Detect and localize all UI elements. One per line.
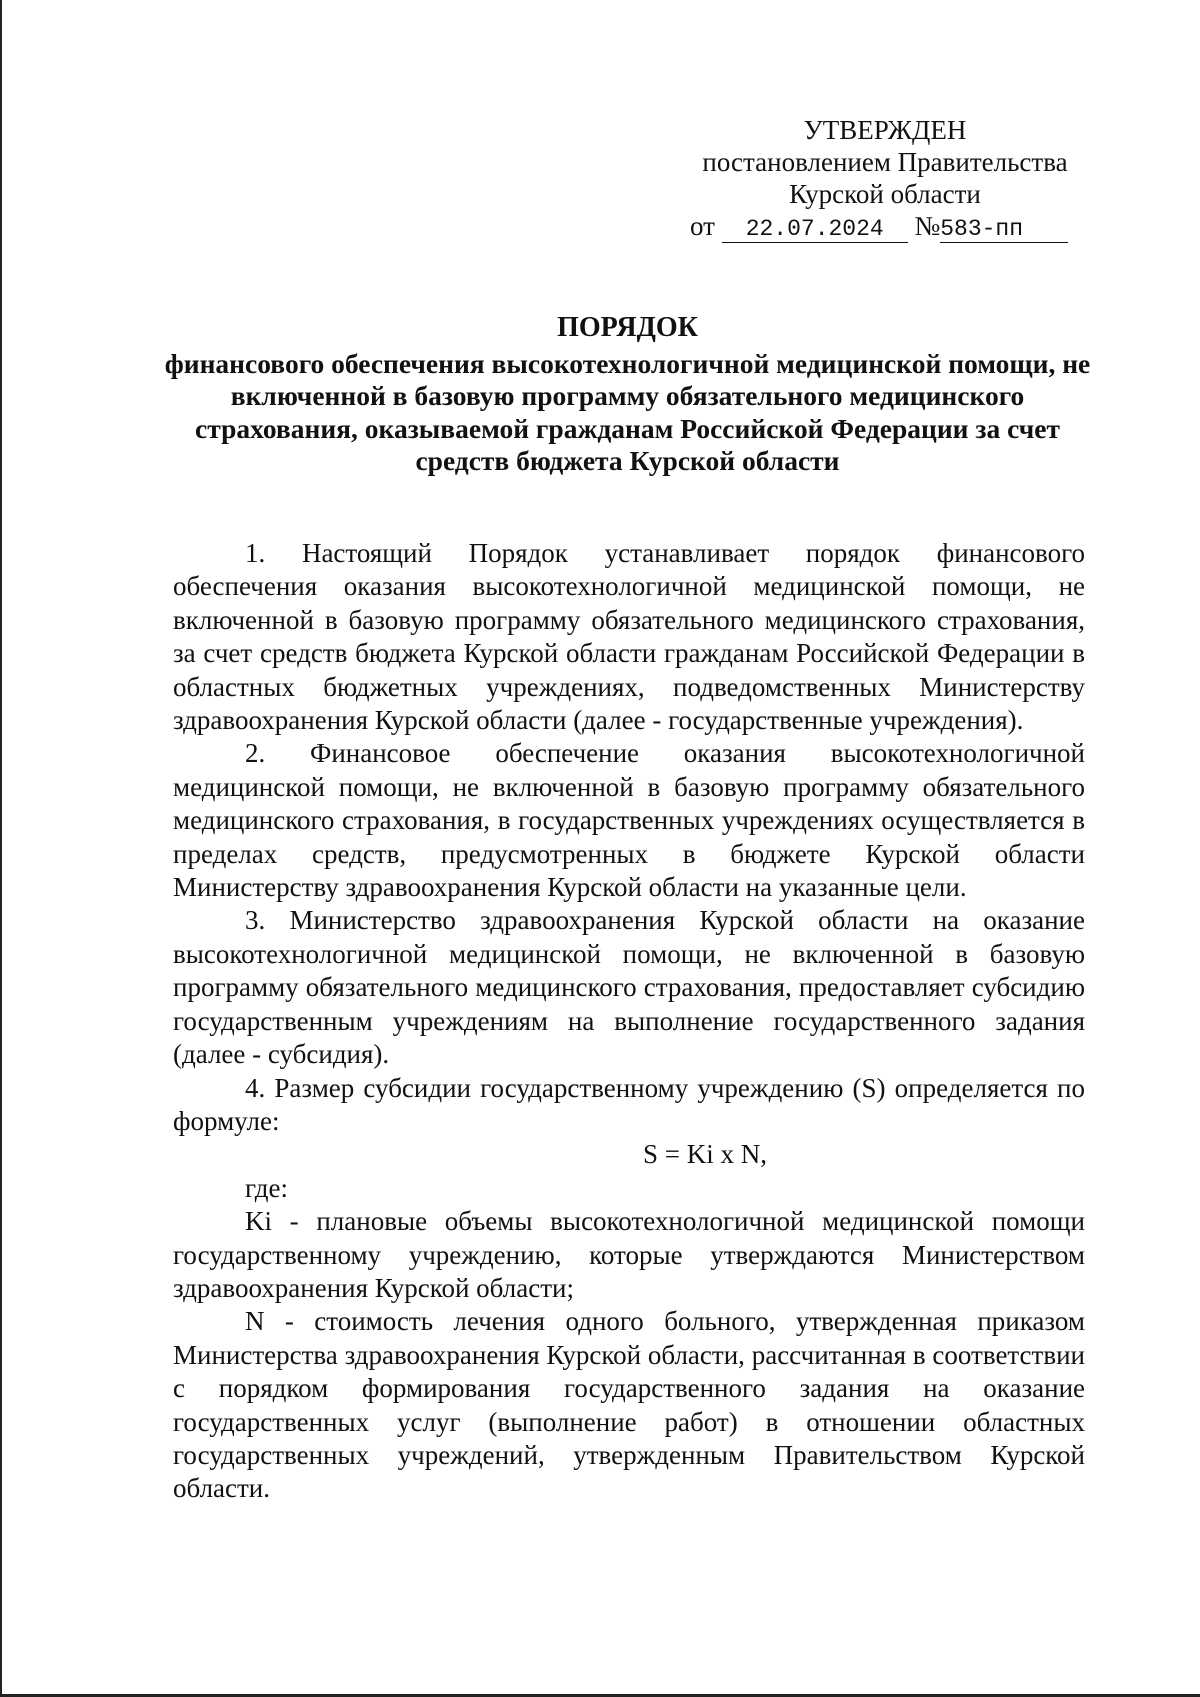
approval-date: 22.07.2024	[722, 216, 908, 243]
title-sub: финансового обеспечения высокотехнологичной медицинской помощи, не включенной в базовую программу обязательного медицинского страхования, оказываемой гражданам Российской Федерации за счет средств бюджета Курской области	[164, 347, 1091, 476]
approval-block	[690, 114, 1080, 243]
paragraph-3: 3. Министерство здравоохранения Курской области на оказание высокотехнологичной медицинской помощи, не включенной в базовую программу обязательного медицинского страхования, предоставляет субсидию государственным учреждениям на выполнение государственного задания (далее - субсидия).	[173, 905, 1085, 1070]
approval-number: 583-пп	[940, 216, 1068, 243]
number-sign: №	[914, 211, 941, 241]
scan-edge-left	[0, 0, 2, 1697]
title-main: ПОРЯДОК	[557, 312, 698, 343]
document-body	[173, 537, 1085, 1506]
formula: S = Ki x N,	[643, 1139, 767, 1170]
date-prefix: от	[690, 211, 715, 241]
approval-date-line	[690, 210, 1080, 243]
paragraph-2: 2. Финансовое обеспечение оказания высокотехнологичной медицинской помощи, не включенной в базовую программу обязательного медицинского страхования, в государственных учреждениях осуществляется в пределах средств, предусмотренных в бюджете Курской области Министерству здравоохранения Курской области на указанные цели.	[173, 738, 1085, 903]
approval-region: Курской области	[789, 179, 981, 209]
paragraph-4: 4. Размер субсидии государственному учреждению (S) определяется по формуле:	[173, 1072, 1085, 1136]
document-title	[150, 312, 1105, 478]
definition-n: N - стоимость лечения одного больного, утвержденная приказом Министерства здравоохранения Курской области, рассчитанная в соответствии с порядком формирования государственного задания на оказание государственных услуг (выполнение работ) в отношении областных государственных учреждений, утвержденным Правительством Курской области.	[173, 1306, 1085, 1504]
approval-by: постановлением Правительства	[702, 147, 1068, 177]
approval-heading: УТВЕРЖДЕН	[803, 115, 967, 145]
where-label: где:	[245, 1172, 288, 1203]
definition-ki: Ki - плановые объемы высокотехнологичной медицинской помощи государственному учреждению, которые утверждаются Министерством здравоохранения Курской области;	[173, 1206, 1085, 1303]
paragraph-1: 1. Настоящий Порядок устанавливает порядок финансового обеспечения оказания высокотехнологичной медицинской помощи, не включенной в базовую программу обязательного медицинского страхования, за счет средств бюджета Курской области гражданам Российской Федерации в областных бюджетных учреждениях, подведомственных Министерству здравоохранения Курской области (далее - государственные учреждения).	[173, 538, 1085, 736]
